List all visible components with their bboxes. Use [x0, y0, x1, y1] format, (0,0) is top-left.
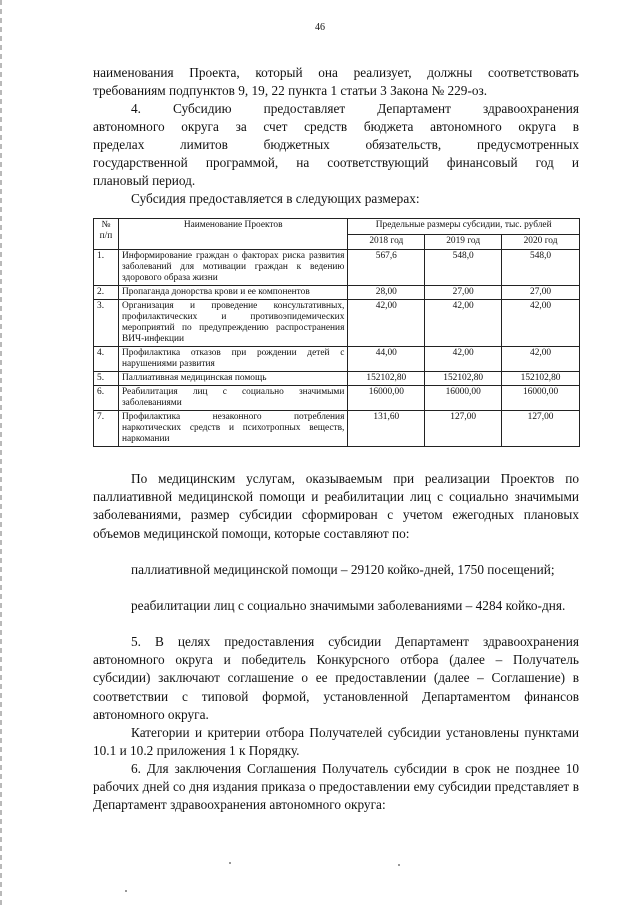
row-value-2020: 42,00 [502, 347, 580, 372]
scan-speck [398, 864, 400, 866]
paragraph: 6. Для заключения Соглашения Получатель субсидии в срок не позднее 10 рабочих дней со дня издания приказа о предоставлении ему субсидии представляет в Департамент здравоохранения автономного округа: [93, 761, 579, 813]
row-value-2020: 152102,80 [502, 372, 580, 386]
table-row [94, 372, 580, 386]
row-name: Организация и проведение консультативных, профилактических и противоэпидемических мероприятий по предупреждению распространения ВИЧ-инфекции [118, 300, 347, 347]
row-value-2020: 27,00 [502, 286, 580, 300]
binding-edge [0, 0, 2, 905]
paragraph-line: наименования Проекта, который она реализует, должны соответствовать [93, 65, 579, 80]
row-name: Профилактика отказов при рождении детей с нарушениями развития [118, 347, 347, 372]
paragraph: 5. В целях предоставления субсидии Департамент здравоохранения автономного округа и победитель Конкурсного отбора (далее – Получатель субсидии) заключают соглашение о ее предоставлении (далее – Соглашение) в соответствии с типовой формой, установленной Департаментом финансов автономного округа. [93, 634, 579, 722]
row-num: 1. [94, 250, 119, 286]
row-num: 3. [94, 300, 119, 347]
paragraph-line: плановый период. [93, 173, 196, 188]
row-value-2018: 131,60 [348, 411, 425, 447]
row-value-2018: 152102,80 [348, 372, 425, 386]
header-year-2020: 2020 год [502, 234, 580, 250]
header-year-2018: 2018 год [348, 234, 425, 250]
row-value-2018: 16000,00 [348, 386, 425, 411]
header-num: № п/п [94, 219, 119, 250]
paragraph-line: требованиям подпунктов 9, 19, 22 пункта 1 статьи 3 Закона № 229-оз. [93, 83, 488, 98]
table-row [94, 411, 580, 447]
row-name: Паллиативная медицинская помощь [118, 372, 347, 386]
paragraph-line: автономного округа за счет средств бюджета автономного округа в [93, 119, 579, 134]
scan-speck [229, 862, 231, 864]
row-num: 6. [94, 386, 119, 411]
row-value-2019: 27,00 [425, 286, 502, 300]
row-num: 4. [94, 347, 119, 372]
row-value-2020: 127,00 [502, 411, 580, 447]
row-name: Профилактика незаконного потребления наркотических средств и психотропных веществ, наркомании [118, 411, 347, 447]
row-value-2019: 127,00 [425, 411, 502, 447]
row-value-2020: 16000,00 [502, 386, 580, 411]
row-value-2020: 42,00 [502, 300, 580, 347]
paragraph-line: пределах лимитов бюджетных обязательств, предусмотренных [93, 137, 579, 152]
table-row [94, 300, 580, 347]
row-value-2019: 42,00 [425, 300, 502, 347]
table-row [94, 250, 580, 286]
paragraph-line: 4. Субсидию предоставляет Департамент здравоохранения [131, 101, 579, 116]
paragraph: паллиативной медицинской помощи – 29120 койко-дней, 1750 посещений; [131, 562, 555, 577]
row-value-2019: 42,00 [425, 347, 502, 372]
table-row [94, 386, 580, 411]
row-name: Информирование граждан о факторах риска развития заболеваний для мотивации граждан к ведению здорового образа жизни [118, 250, 347, 286]
paragraph: Категории и критерии отбора Получателей субсидии установлены пунктами 10.1 и 10.2 приложения 1 к Порядку. [93, 725, 579, 759]
row-value-2019: 548,0 [425, 250, 502, 286]
row-value-2019: 16000,00 [425, 386, 502, 411]
page-number: 46 [315, 22, 325, 33]
row-num: 2. [94, 286, 119, 300]
row-value-2018: 28,00 [348, 286, 425, 300]
paragraph: реабилитации лиц с социально значимыми заболеваниями – 4284 койко-дня. [131, 598, 566, 613]
table-intro: Субсидия предоставляется в следующих размерах: [131, 191, 420, 206]
row-value-2018: 567,6 [348, 250, 425, 286]
table-row [94, 286, 580, 300]
row-value-2020: 548,0 [502, 250, 580, 286]
row-value-2018: 44,00 [348, 347, 425, 372]
table-row [94, 347, 580, 372]
row-name: Реабилитация лиц с социально значимыми заболеваниями [118, 386, 347, 411]
subsidy-table [93, 218, 580, 447]
scan-speck [125, 890, 127, 892]
header-limit: Предельные размеры субсидии, тыс. рублей [348, 219, 580, 235]
paragraph: По медицинским услугам, оказываемым при реализации Проектов по паллиативной медицинской помощи и реабилитации лиц с социально значимыми заболеваниями, размер субсидии сформирован с учетом ежегодных плановых объемов медицинской помощи, которые составляют по: [93, 471, 579, 541]
paragraph-line: государственной программой, на соответствующий финансовый год и [93, 155, 579, 170]
row-value-2018: 42,00 [348, 300, 425, 347]
row-value-2019: 152102,80 [425, 372, 502, 386]
row-num: 5. [94, 372, 119, 386]
header-name: Наименование Проектов [118, 219, 347, 250]
row-name: Пропаганда донорства крови и ее компонентов [118, 286, 347, 300]
row-num: 7. [94, 411, 119, 447]
header-year-2019: 2019 год [425, 234, 502, 250]
